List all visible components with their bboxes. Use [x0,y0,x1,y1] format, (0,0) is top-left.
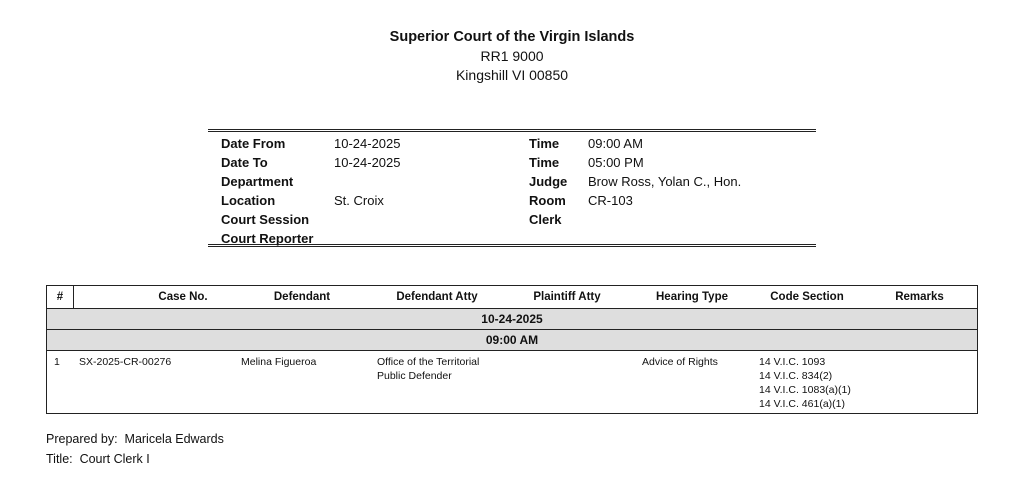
room-label: Room [529,193,566,208]
date-to-label: Date To [221,155,268,170]
calendar-table [46,285,978,414]
title-line [46,450,150,468]
prepared-by-value: Maricela Edwards [124,432,224,446]
column-header-number: # [47,286,74,308]
column-header-defendant-atty: Defendant Atty [396,291,478,303]
column-header-defendant: Defendant [273,291,331,303]
judge-label: Judge [529,174,568,189]
case-number: SX-2025-CR-00276 [79,356,172,368]
clerk-label: Clerk [529,212,562,227]
code-section: 14 V.I.C. 834(2) [759,370,833,382]
address-line-1: RR1 9000 [480,48,544,64]
department-label: Department [221,174,294,189]
report-header [0,28,1024,85]
code-section: 14 V.I.C. 1093 [759,356,826,368]
prepared-by-line [46,430,224,448]
court-session-label: Court Session [221,212,310,227]
date-group-row: 10-24-2025 [47,309,977,330]
prepared-by-label: Prepared by: [46,432,118,446]
time-from-label: Time [529,136,560,151]
code-section: 14 V.I.C. 461(a)(1) [759,398,845,410]
title-value: Court Clerk I [79,452,150,466]
location-value: St. Croix [334,193,384,208]
column-header-code-section: Code Section [770,291,844,303]
time-group-row: 09:00 AM [47,330,977,351]
row-number: 1 [54,356,60,368]
table-header [47,286,977,309]
room-value: CR-103 [588,193,633,208]
defendant-attorney [377,355,479,383]
time-from-value: 09:00 AM [588,136,643,151]
code-sections [759,355,851,411]
title-label: Title: [46,452,73,466]
hearing-type: Advice of Rights [642,356,718,368]
defendant-attorney-line-2: Public Defender [377,370,452,382]
defendant-name: Melina Figueroa [241,356,317,368]
date-from-value: 10-24-2025 [334,136,401,151]
code-section: 14 V.I.C. 1083(a)(1) [759,384,851,396]
address-line-2: Kingshill VI 00850 [455,67,569,83]
column-header-remarks: Remarks [895,291,944,303]
court-name: Superior Court of the Virgin Islands [389,29,635,45]
time-to-label: Time [529,155,560,170]
date-to-value: 10-24-2025 [334,155,401,170]
calendar-info-block [208,129,816,247]
judge-value: Brow Ross, Yolan C., Hon. [588,174,742,189]
column-header-case-no: Case No. [158,291,208,303]
court-reporter-label: Court Reporter [221,231,314,246]
column-header-plaintiff-atty: Plaintiff Atty [533,291,601,303]
column-header-hearing-type: Hearing Type [656,291,728,303]
date-from-label: Date From [221,136,286,151]
defendant-attorney-line-1: Office of the Territorial [377,356,480,368]
location-label: Location [221,193,276,208]
time-to-value: 05:00 PM [588,155,644,170]
